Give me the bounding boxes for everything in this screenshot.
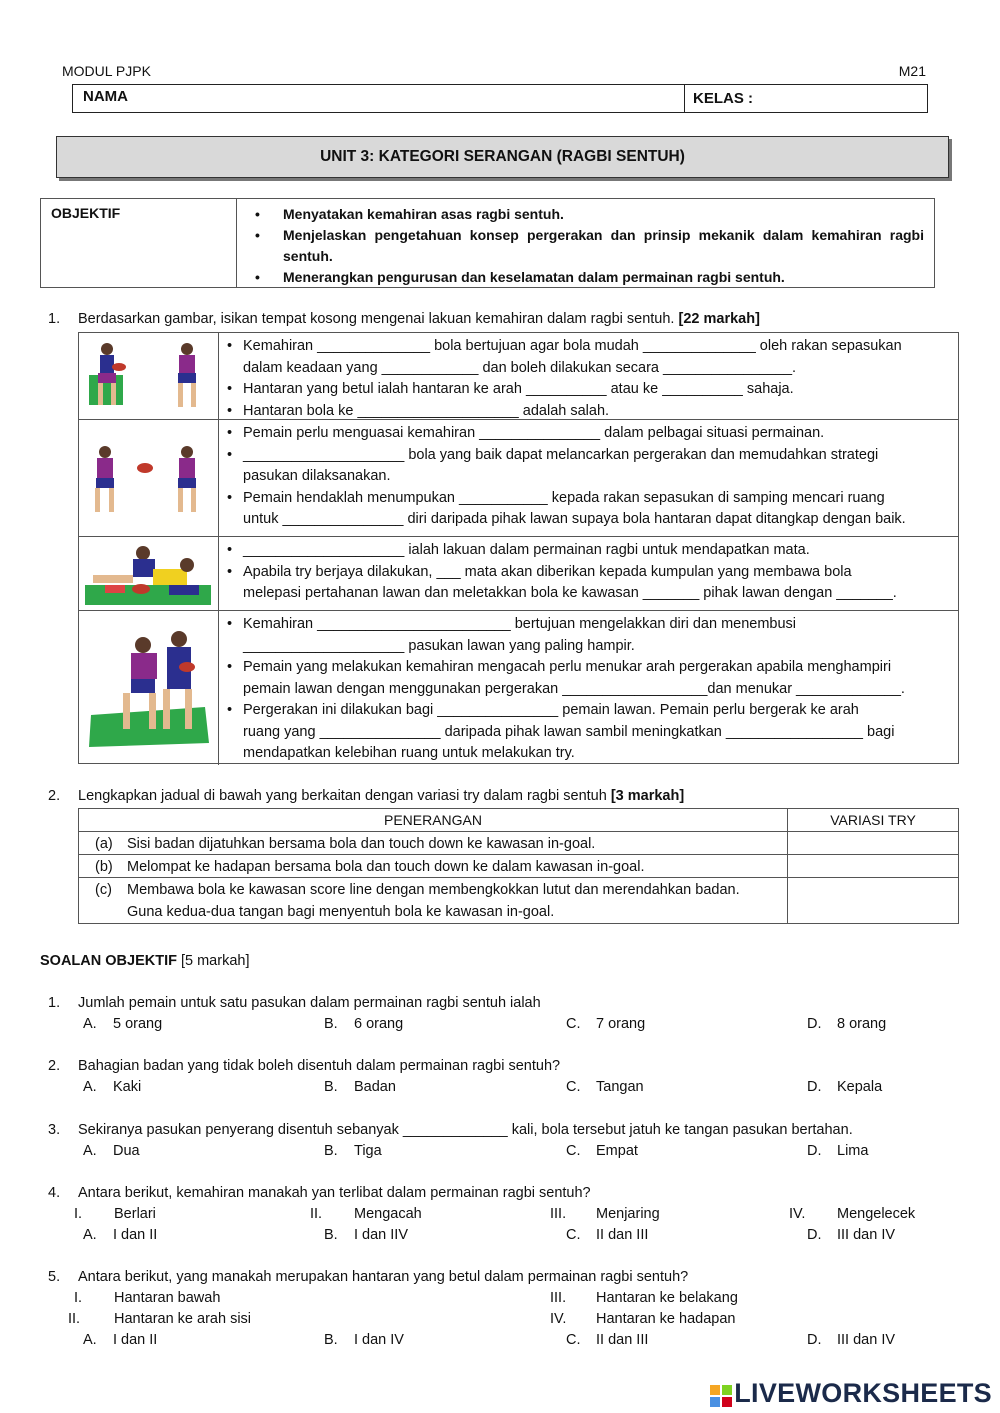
q2-instruction-text: Lengkapkan jadual di bawah yang berkaitan dengan variasi try dalam ragbi sentuh xyxy=(78,788,607,804)
mcq-question xyxy=(48,1058,948,1100)
q2-table-header xyxy=(79,809,958,832)
question-stem: Sekiranya pasukan penyerang disentuh sebanyak _____________ kali, bola tersebut jatuh ke tangan pasukan bertahan. xyxy=(78,1122,853,1138)
statement: III. Menjaring xyxy=(550,1206,660,1222)
statement: I. Berlari xyxy=(74,1206,156,1222)
question-stem: Bahagian badan yang tidak boleh disentuh dalam permainan ragbi sentuh? xyxy=(78,1058,561,1074)
fill-line[interactable]: • Kemahiran ______________ bola bertujuan agar bola mudah ______________ oleh rakan sepasukan xyxy=(227,336,950,358)
column-header: PENERANGAN xyxy=(79,809,788,831)
question-stem: Antara berikut, yang manakah merupakan hantaran yang betul dalam permainan ragbi sentuh? xyxy=(78,1269,689,1285)
q1-row xyxy=(79,333,958,420)
fill-line[interactable]: • Pergerakan ini dilakukan bagi _______________ pemain lawan. Pemain perlu bergerak ke arah xyxy=(227,700,950,722)
mcq-question xyxy=(48,1185,948,1248)
fill-line[interactable]: • Apabila try berjaya dilakukan, ___ mata akan diberikan kepada kumpulan yang membawa bola xyxy=(227,562,950,584)
module-code: M21 xyxy=(898,63,926,79)
q1-marks: [22 markah] xyxy=(678,311,760,327)
unit-title: UNIT 3: KATEGORI SERANGAN (RAGBI SENTUH) xyxy=(56,136,949,178)
option-b[interactable]: B. I dan IV xyxy=(324,1332,404,1348)
q1-instruction xyxy=(48,311,760,327)
fill-line[interactable]: • Pemain perlu menguasai kemahiran _______________ dalam pelbagai situasi permainan. xyxy=(227,423,950,445)
fill-line[interactable]: • Hantaran yang betul ialah hantaran ke arah __________ atau ke __________ sahaja. xyxy=(227,379,950,401)
try-scoring-image xyxy=(79,537,219,610)
answer-cell[interactable] xyxy=(788,878,958,923)
q1-number: 1. xyxy=(48,311,61,327)
statement: IV. Mengelecek xyxy=(789,1206,916,1222)
question-number: 4. xyxy=(48,1185,61,1201)
q1-row xyxy=(79,420,958,537)
option-b[interactable]: B. 6 orang xyxy=(324,1016,404,1032)
option-c[interactable]: C. II dan III xyxy=(566,1332,649,1348)
answer-cell[interactable] xyxy=(788,832,958,854)
module-label: MODUL PJPK xyxy=(62,63,151,79)
fill-line[interactable]: ____________________ pasukan lawan yang paling hampir. xyxy=(243,637,635,654)
statement: II. Mengacah xyxy=(310,1206,422,1222)
description-cell xyxy=(79,855,788,877)
option-d[interactable]: D. Lima xyxy=(807,1143,869,1159)
row-label: (c) xyxy=(95,882,112,898)
fill-line[interactable]: • Kemahiran ________________________ bertujuan mengelakkan diri dan menembusi xyxy=(227,614,950,636)
option-b[interactable]: B. Badan xyxy=(324,1079,396,1095)
option-d[interactable]: D. 8 orang xyxy=(807,1016,887,1032)
section-title-text: SOALAN OBJEKTIF xyxy=(40,953,177,969)
statement: III. Hantaran ke belakang xyxy=(550,1290,738,1306)
q1-row-text xyxy=(219,537,958,610)
fill-line[interactable]: • Hantaran bola ke ____________________ adalah salah. xyxy=(227,401,950,423)
q2-marks: [3 markah] xyxy=(610,788,685,804)
option-a[interactable]: A. I dan II xyxy=(83,1227,158,1243)
objective-item: • Menerangkan pengurusan dan keselamatan dalam permainan ragbi sentuh. xyxy=(255,267,924,288)
row-text: Melompat ke hadapan bersama bola dan touch down ke dalam kawasan in-goal. xyxy=(127,859,645,875)
fill-line[interactable]: dalam keadaan yang ____________ dan boleh dilakukan secara ________________. xyxy=(243,359,797,376)
q1-row xyxy=(79,537,958,611)
row-text: Membawa bola ke kawasan score line dengan membengkokkan lutut dan merendahkan badan. Guna kedua-dua tangan bagi menyentuh bola ke kawasan in-goal. xyxy=(127,882,740,920)
table-row xyxy=(79,832,958,855)
table-row xyxy=(79,855,958,878)
q1-row-text xyxy=(219,333,958,419)
q2-table xyxy=(78,808,959,924)
row-label: (b) xyxy=(95,859,113,875)
column-header: VARIASI TRY xyxy=(830,812,916,828)
option-c[interactable]: C. Tangan xyxy=(566,1079,644,1095)
liveworksheets-logo xyxy=(710,1378,992,1409)
fill-line[interactable]: • ____________________ ialah lakuan dalam permainan ragbi untuk mendapatkan mata. xyxy=(227,540,950,562)
section-marks: [5 markah] xyxy=(180,953,250,969)
question-number: 1. xyxy=(48,995,61,1011)
objective-section-title xyxy=(40,953,249,969)
option-c[interactable]: C. II dan III xyxy=(566,1227,649,1243)
option-a[interactable]: A. Dua xyxy=(83,1143,140,1159)
mcq-question xyxy=(48,1269,948,1353)
option-d[interactable]: D. Kepala xyxy=(807,1079,883,1095)
q2-instruction xyxy=(48,788,684,804)
passing-players-image xyxy=(79,333,219,419)
objectives-label: OBJEKTIF xyxy=(41,199,237,287)
option-c[interactable]: C. 7 orang xyxy=(566,1016,646,1032)
fill-line[interactable]: mendapatkan kelebihan ruang untuk melakukan try. xyxy=(243,745,575,761)
fill-line[interactable]: • ____________________ bola yang baik dapat melancarkan pergerakan dan memudahkan strategi xyxy=(227,445,950,467)
mcq-question xyxy=(48,1122,948,1164)
question-number: 3. xyxy=(48,1122,61,1138)
option-a[interactable]: A. Kaki xyxy=(83,1079,142,1095)
q1-row-text xyxy=(219,420,958,536)
fill-line[interactable]: melepasi pertahanan lawan dan meletakkan bola ke kawasan _______ pihak lawan dengan _______. xyxy=(243,585,897,601)
q1-table xyxy=(78,332,959,764)
question-number: 2. xyxy=(48,1058,61,1074)
question-stem: Antara berikut, kemahiran manakah yan terlibat dalam permainan ragbi sentuh? xyxy=(78,1185,591,1201)
statement: II. Hantaran ke arah sisi xyxy=(68,1311,252,1327)
objectives-list xyxy=(237,199,934,287)
fill-line[interactable]: pemain lawan dengan menggunakan pergerakan __________________dan menukar _____________. xyxy=(243,680,905,697)
dodging-players-image xyxy=(79,611,219,765)
statement: IV. Hantaran ke hadapan xyxy=(550,1311,736,1327)
q1-instruction-text: Berdasarkan gambar, isikan tempat kosong mengenai lakuan kemahiran dalam ragbi sentuh. xyxy=(78,311,675,327)
liveworksheets-text: LIVEWORKSHEETS xyxy=(734,1378,992,1408)
q2-number: 2. xyxy=(48,788,61,804)
option-d[interactable]: D. III dan IV xyxy=(807,1332,896,1348)
row-label: (a) xyxy=(95,836,113,852)
option-c[interactable]: C. Empat xyxy=(566,1143,638,1159)
name-class-box xyxy=(72,84,928,113)
option-d[interactable]: D. III dan IV xyxy=(807,1227,896,1243)
name-field[interactable]: NAMA xyxy=(73,85,685,112)
description-cell xyxy=(79,878,788,923)
fill-line[interactable]: ruang yang _______________ daripada pihak lawan sambil meningkatkan _________________ bagi xyxy=(243,723,895,740)
answer-cell[interactable] xyxy=(788,855,958,877)
statement: I. Hantaran bawah xyxy=(74,1290,221,1306)
receiving-players-image xyxy=(79,420,219,536)
class-field[interactable]: KELAS : xyxy=(693,90,753,107)
q1-row xyxy=(79,611,958,765)
objective-item: • Menyatakan kemahiran asas ragbi sentuh. xyxy=(255,204,924,225)
objectives-table xyxy=(40,198,935,288)
option-b[interactable]: B. I dan IIV xyxy=(324,1227,409,1243)
question-number: 5. xyxy=(48,1269,61,1285)
fill-line[interactable]: • Pemain yang melakukan kemahiran mengacah perlu menukar arah pergerakan apabila menghampiri xyxy=(227,657,950,679)
question-stem: Jumlah pemain untuk satu pasukan dalam permainan ragbi sentuh ialah xyxy=(78,995,541,1011)
option-a[interactable]: A. 5 orang xyxy=(83,1016,163,1032)
row-text: Sisi badan dijatuhkan bersama bola dan touch down ke kawasan in-goal. xyxy=(127,836,596,852)
objective-item: • Menjelaskan pengetahuan konsep pergerakan dan prinsip mekanik dalam kemahiran ragbi sentuh. xyxy=(255,225,924,267)
mcq-question xyxy=(48,995,948,1037)
fill-line[interactable]: • Pemain hendaklah menumpukan ___________ kepada rakan sepasukan di samping mencari ruang xyxy=(227,488,950,510)
q1-row-text xyxy=(219,611,958,765)
fill-line[interactable]: untuk _______________ diri daripada pihak lawan supaya bola hantaran dapat ditangkap dengan baik. xyxy=(243,511,906,527)
liveworksheets-icon xyxy=(710,1383,732,1405)
description-cell xyxy=(79,832,788,854)
option-b[interactable]: B. Tiga xyxy=(324,1143,382,1159)
table-row xyxy=(79,878,958,923)
option-a[interactable]: A. I dan II xyxy=(83,1332,158,1348)
fill-line[interactable]: pasukan dilaksanakan. xyxy=(243,468,391,484)
